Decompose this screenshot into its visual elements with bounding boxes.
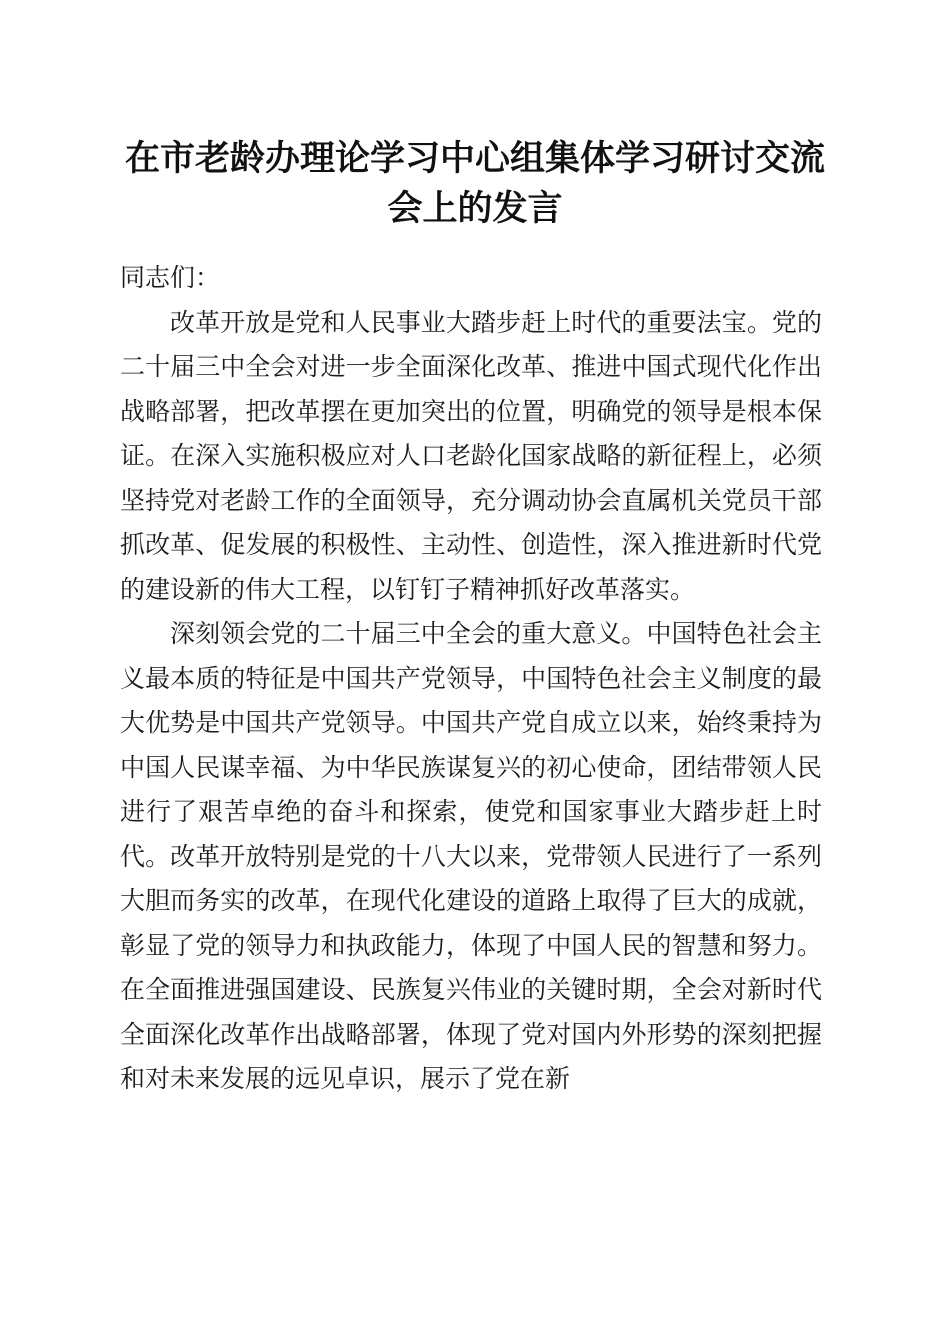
- paragraph-1: 改革开放是党和人民事业大踏步赶上时代的重要法宝。党的二十届三中全会对进一步全面深化改革、推进中国式现代化作出战略部署，把改革摆在更加突出的位置，明确党的领导是根本保证。在深入实施积极应对人口老龄化国家战略的新征程上，必须坚持党对老龄工作的全面领导，充分调动协会直属机关党员干部抓改革、促发展的积极性、主动性、创造性，深入推进新时代党的建设新的伟大工程，以钉钉子精神抓好改革落实。: [120, 307, 822, 604]
- salutation: 同志们：: [120, 263, 221, 292]
- paragraph-2: 深刻领会党的二十届三中全会的重大意义。中国特色社会主义最本质的特征是中国共产党领导，中国特色社会主义制度的最大优势是中国共产党领导。中国共产党自成立以来，始终秉持为中国人民谋幸福、为中华民族谋复兴的初心使命，团结带领人民进行了艰苦卓绝的奋斗和探索，使党和国家事业大踏步赶上时代。改革开放特别是党的十八大以来，党带领人民进行了一系列大胆而务实的改革，在现代化建设的道路上取得了巨大的成就，彰显了党的领导力和执政能力，体现了中国人民的智慧和努力。在全面推进强国建设、民族复兴伟业的关键时期，全会对新时代全面深化改革作出战略部署，体现了党对国内外形势的深刻把握和对未来发展的远见卓识，展示了党在新: [120, 619, 822, 1093]
- document-body: [120, 256, 822, 1102]
- document-title: 在市老龄办理论学习中心组集体学习研讨交流会上的发言: [124, 138, 825, 229]
